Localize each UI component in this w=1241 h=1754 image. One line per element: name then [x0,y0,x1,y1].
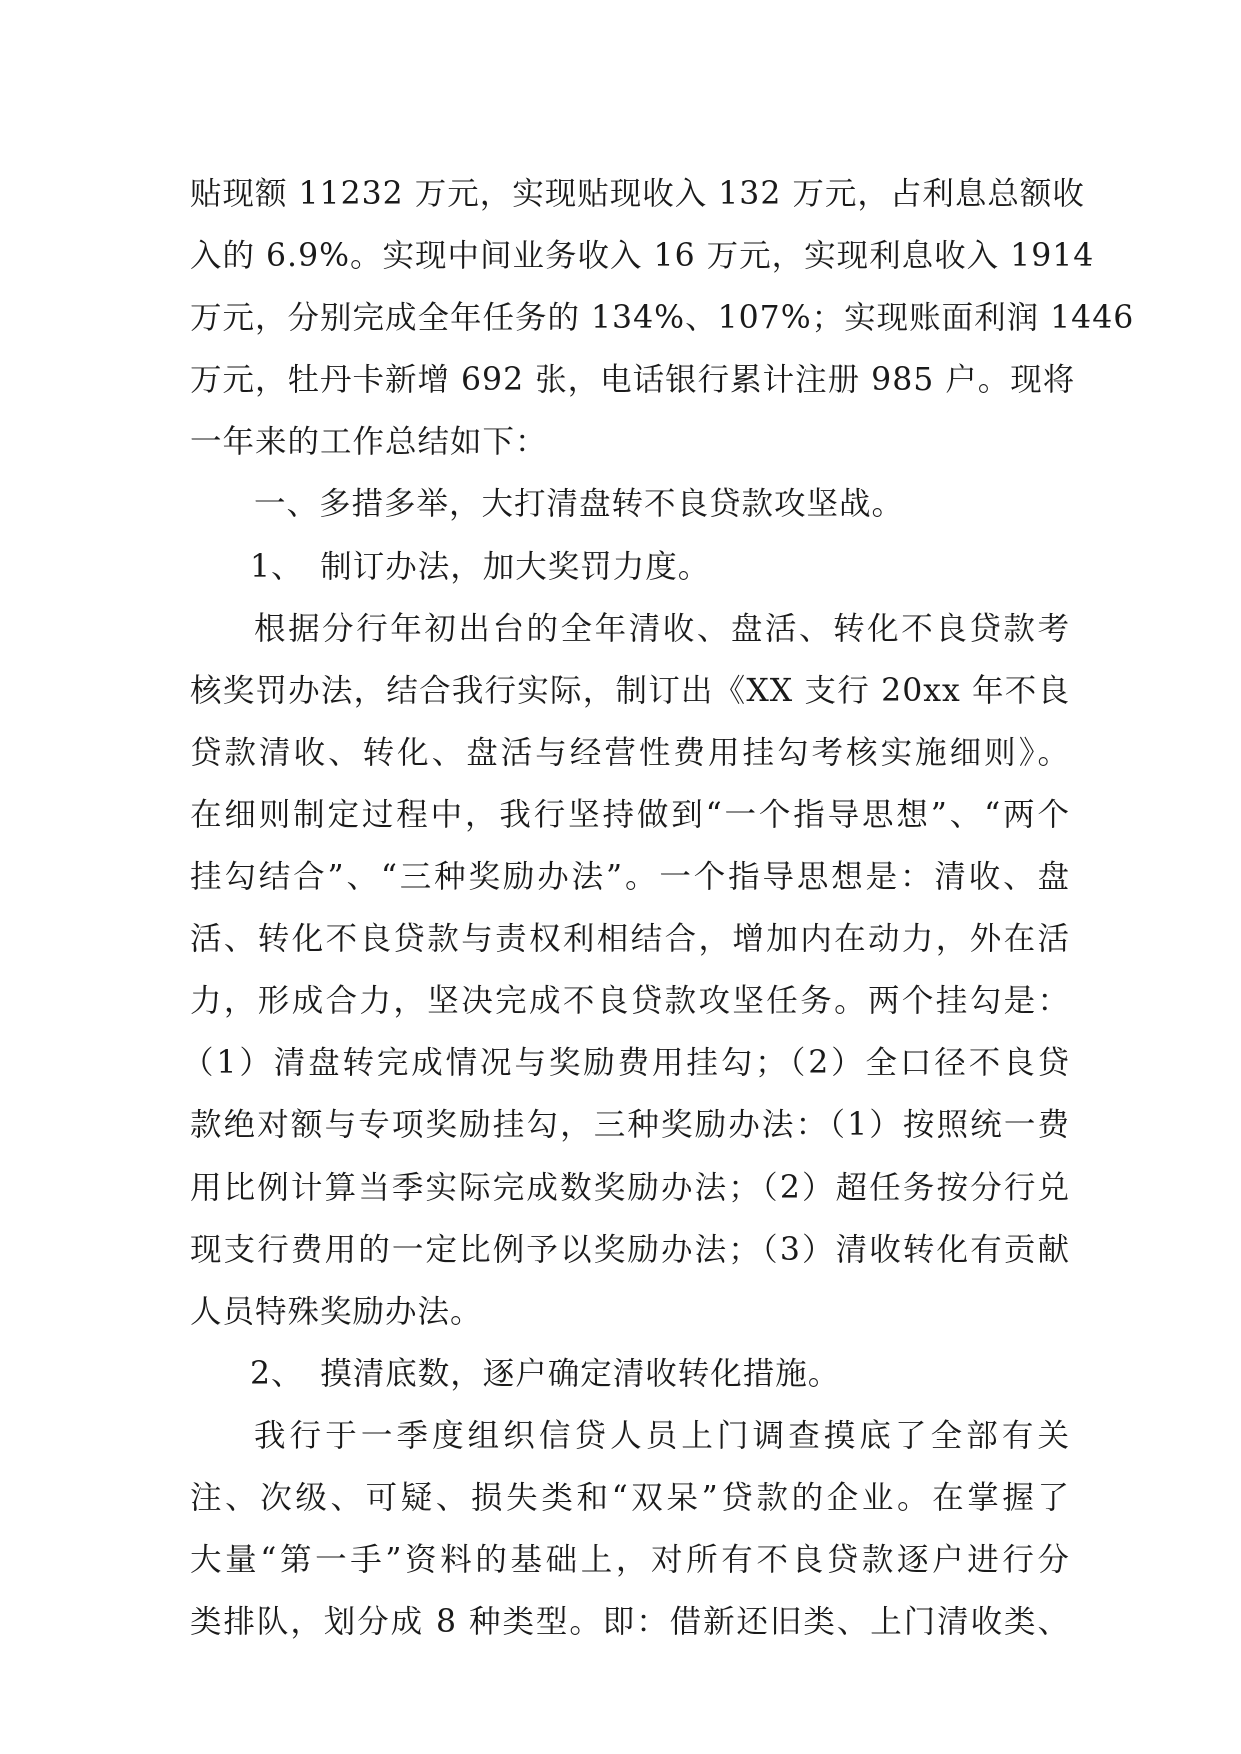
text-line: 用比例计算当季实际完成数奖励办法；（2）超任务按分行兑 [190,1169,1070,1206]
text-line: 挂勾结合”、“三种奖励办法”。一个指导思想是：清收、盘 [190,859,1070,896]
text-line: 力，形成合力，坚决完成不良贷款攻坚任务。两个挂勾是： [190,983,1070,1020]
text-line: 大量“第一手”资料的基础上，对所有不良贷款逐户进行分 [190,1542,1070,1579]
text-line: 人员特殊奖励办法。 [190,1293,483,1330]
text-line: 类排队，划分成 8 种类型。即：借新还旧类、上门清收类、 [190,1604,1070,1641]
text-line: 一、多措多举，大打清盘转不良贷款攻坚战。 [254,486,905,523]
text-line: 根据分行年初出台的全年清收、盘活、转化不良贷款考 [254,610,1070,647]
text-line: 入的 6.9%。实现中间业务收入 16 万元，实现利息收入 1914 [190,238,1095,275]
text-line: 活、转化不良贷款与责权利相结合，增加内在动力，外在活 [190,921,1070,958]
text-line: 万元，分别完成全年任务的 134%、107%；实现账面利润 1446 [190,300,1135,337]
document-body [182,163,1135,1653]
text-line: 万元，牡丹卡新增 692 张，电话银行累计注册 985 户。现将 [190,362,1076,399]
text-line: 注、次级、可疑、损失类和“双呆”贷款的企业。在掌握了 [190,1479,1070,1516]
text-line: （1）清盘转完成情况与奖励费用挂勾；（2）全口径不良贷 [182,1045,1070,1082]
text-line: 在细则制定过程中，我行坚持做到“一个指导思想”、“两个 [190,796,1070,833]
text-line: 1、 制订办法，加大奖罚力度。 [250,548,711,585]
text-line: 一年来的工作总结如下： [190,424,548,461]
text-line: 现支行费用的一定比例予以奖励办法；（3）清收转化有贡献 [190,1231,1070,1268]
text-line: 2、 摸清底数，逐户确定清收转化措施。 [250,1355,841,1392]
text-line: 款绝对额与专项奖励挂勾，三种奖励办法：（1）按照统一费 [190,1107,1070,1144]
text-line: 核奖罚办法，结合我行实际，制订出《XX 支行 20xx 年不良 [190,672,1070,709]
text-line: 贷款清收、转化、盘活与经营性费用挂勾考核实施细则》。 [190,734,1070,771]
text-line: 我行于一季度组织信贷人员上门调查摸底了全部有关 [254,1417,1070,1454]
text-line: 贴现额 11232 万元，实现贴现收入 132 万元，占利息总额收 [190,176,1085,212]
